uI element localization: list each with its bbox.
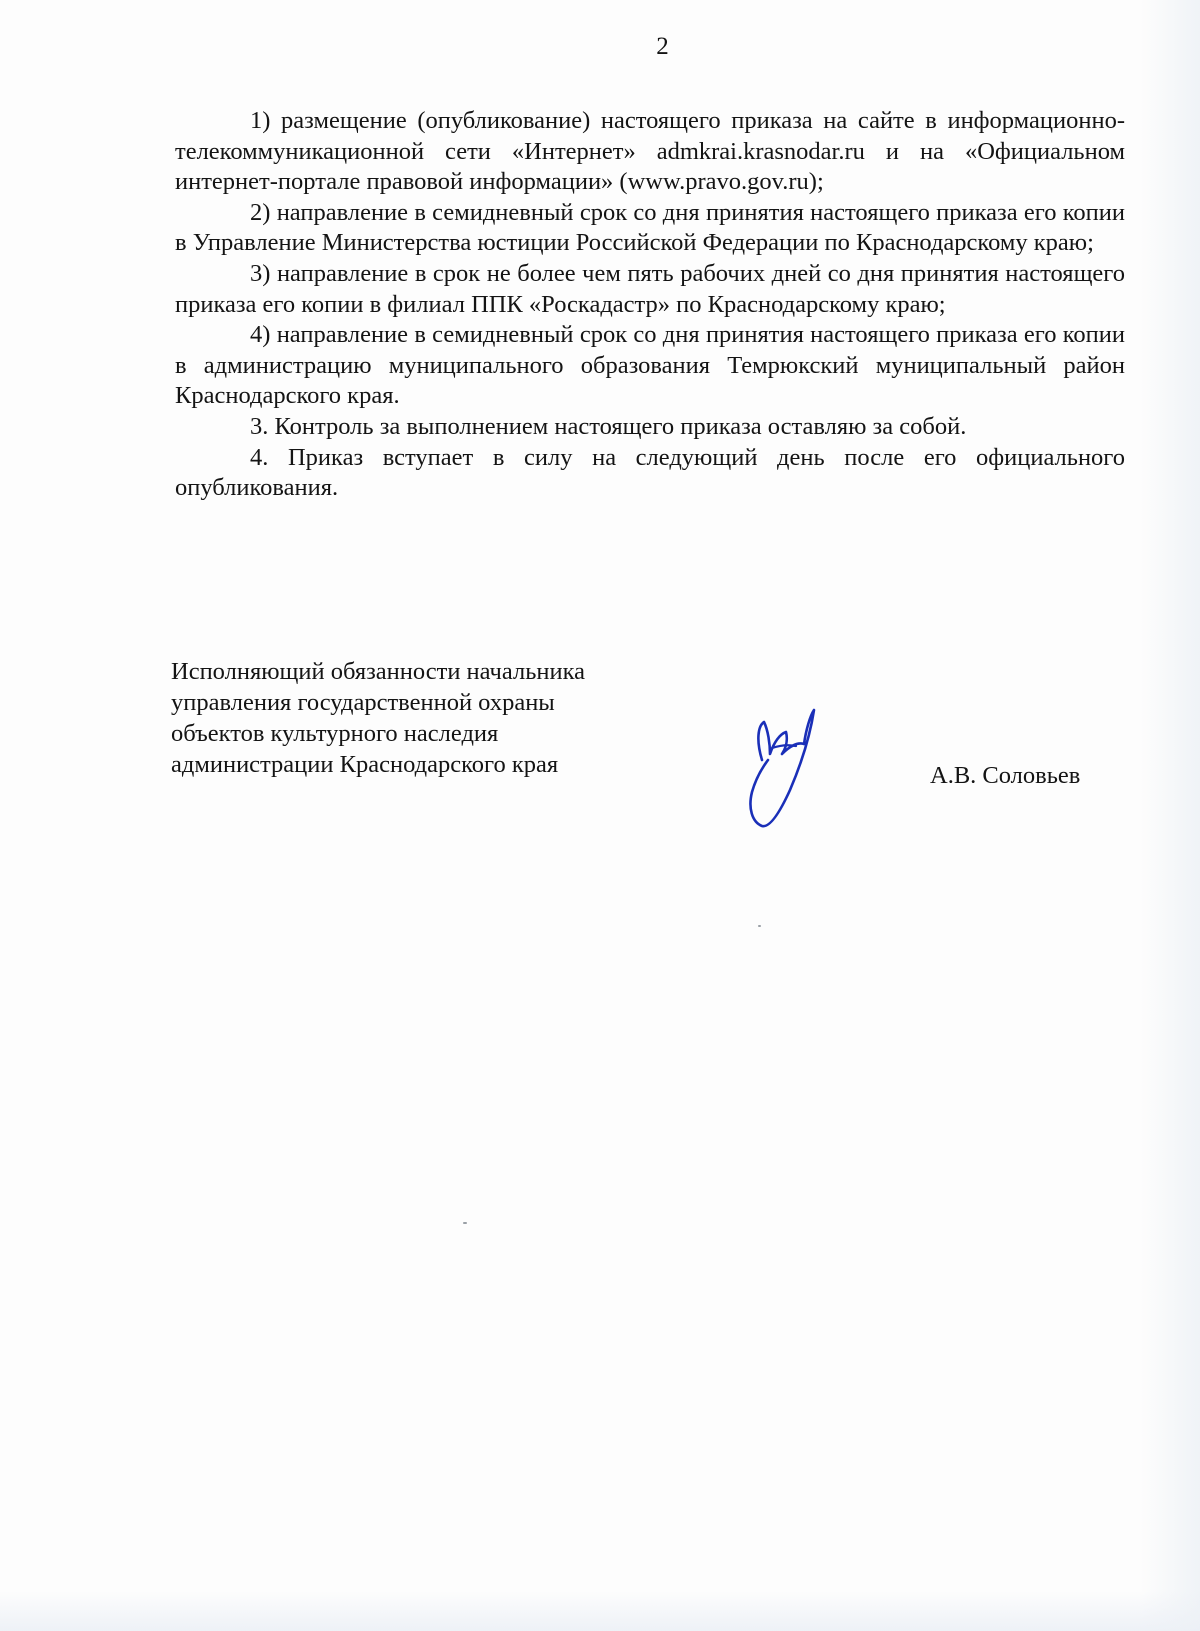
scan-bottom-shading <box>0 1591 1200 1631</box>
scan-edge-shading <box>1140 0 1200 1631</box>
paragraph-item-2: 2) направление в семидневный срок со дня принятия настоящего приказа его копии в Управление Министерства юстиции Российской Федерации по Краснодарскому краю; <box>175 198 1125 257</box>
position-line-1: Исполняющий обязанности начальника <box>171 658 585 685</box>
paragraph-item-4: 4) направление в семидневный срок со дня принятия настоящего приказа его копии в администрацию муниципального образования Темрюкский муниципальный район Краснодарского края. <box>175 321 1125 410</box>
paragraph-item-3: 3) направление в срок не более чем пять рабочих дней со дня принятия настоящего приказа его копии в филиал ППК «Роскадастр» по Краснодарскому краю; <box>175 259 1125 318</box>
document-body <box>175 106 1125 504</box>
paragraph-item-1: 1) размещение (опубликование) настоящего приказа на сайте в информационно-телекоммуникационной сети «Интернет» admkrai.krasnodar.ru и на «Официальном интернет-портале правовой информации» (www.pravo.gov.ru); <box>175 107 1125 196</box>
paragraph-effective-date: 4. Приказ вступает в силу на следующий день после его официального опубликования. <box>175 443 1125 502</box>
position-line-4: администрации Краснодарского края <box>171 751 559 778</box>
signatory-name: А.В. Соловьев <box>930 762 1081 789</box>
scan-speck <box>758 925 761 927</box>
handwritten-signature <box>748 700 848 850</box>
page-number: 2 <box>656 33 669 60</box>
position-line-2: управления государственной охраны <box>171 689 555 716</box>
signatory-position <box>171 656 731 780</box>
paragraph-control: 3. Контроль за выполнением настоящего приказа оставляю за собой. <box>250 412 967 440</box>
position-line-3: объектов культурного наследия <box>171 720 499 747</box>
scan-speck <box>463 1222 467 1224</box>
